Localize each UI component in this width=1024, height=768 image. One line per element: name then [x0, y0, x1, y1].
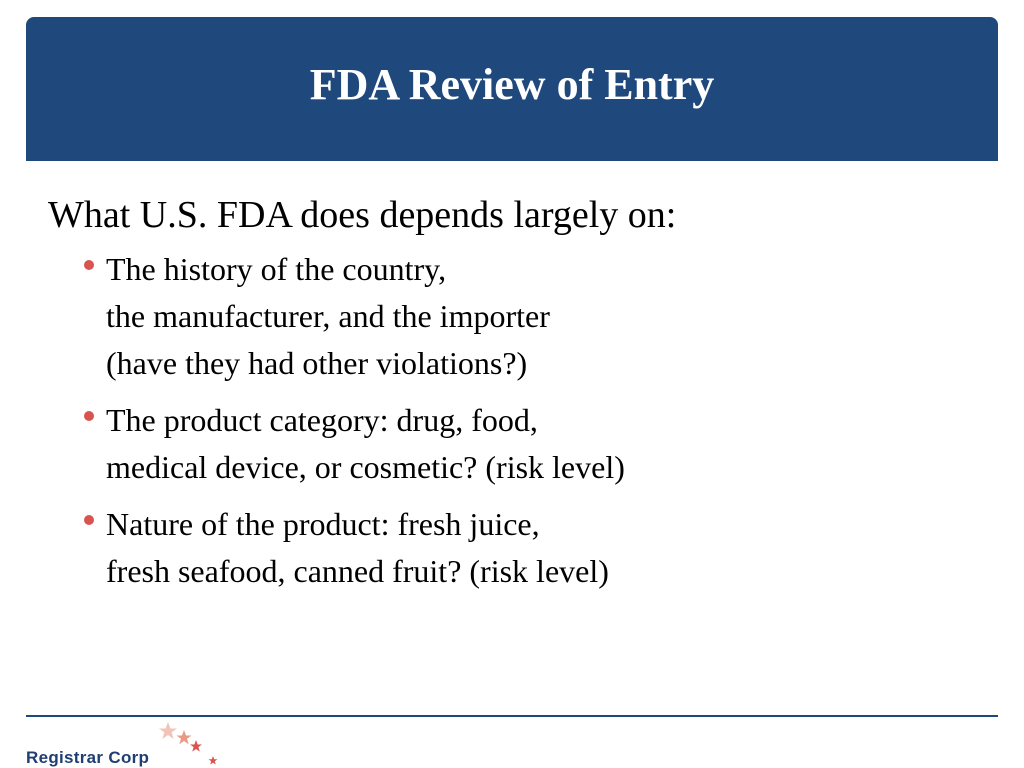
bullet-line: The history of the country,: [106, 251, 447, 287]
footer-divider: [26, 715, 998, 717]
bullet-line: Nature of the product: fresh juice,: [106, 506, 540, 542]
bullet-line: the manufacturer, and the importer: [106, 298, 550, 334]
slide-body: [48, 190, 988, 605]
star-dark-icon: [190, 740, 202, 752]
bullet-icon: [84, 260, 94, 270]
lead-text: What U.S. FDA does depends largely on:: [48, 194, 677, 236]
stars-icon: [156, 722, 226, 768]
slide-title: FDA Review of Entry: [309, 59, 715, 109]
bullet-item-history: [48, 246, 988, 387]
bullet-line: The product category: drug, food,: [106, 402, 538, 438]
star-mid-icon: [177, 730, 192, 744]
bullet-item-nature: [48, 501, 988, 595]
bullet-icon: [84, 411, 94, 421]
title-bar: [26, 17, 998, 161]
bullet-line: fresh seafood, canned fruit? (risk level): [106, 553, 609, 589]
star-small-icon: [209, 756, 218, 765]
bullet-line: (have they had other violations?): [106, 345, 528, 381]
registrar-corp-logo: [26, 722, 226, 768]
logo-text: Registrar Corp: [26, 748, 150, 767]
bullet-list: [48, 246, 988, 595]
bullet-item-category: [48, 397, 988, 491]
bullet-icon: [84, 515, 94, 525]
bullet-line: medical device, or cosmetic? (risk level): [106, 449, 625, 485]
star-light-icon: [159, 722, 177, 739]
